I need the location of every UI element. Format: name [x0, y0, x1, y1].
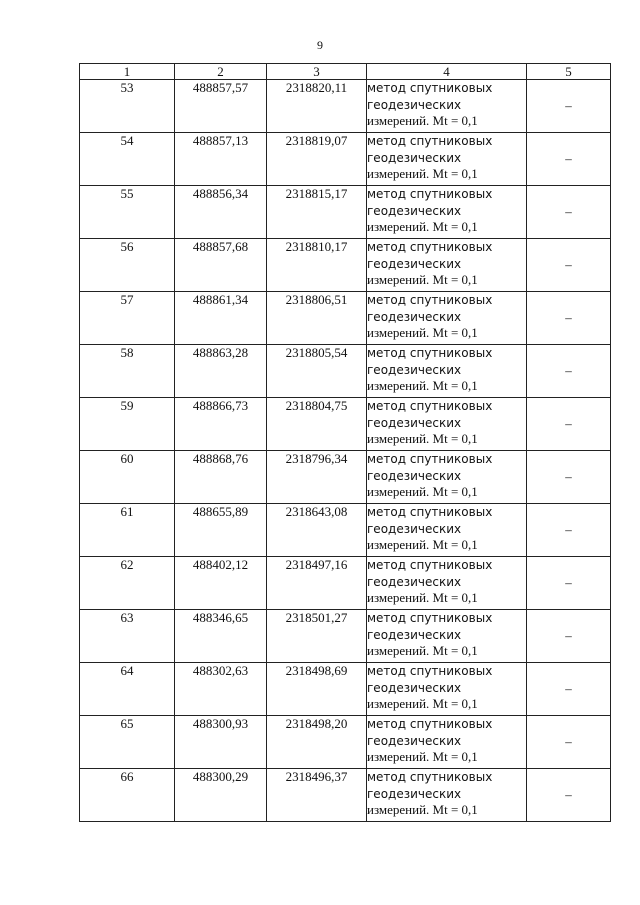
coord-x-text: 488863,28	[192, 345, 249, 360]
coord-x	[175, 292, 267, 345]
table-row	[80, 716, 611, 769]
method-line-1: метод спутниковых	[367, 664, 493, 678]
coord-x	[175, 610, 267, 663]
method-line-2: геодезических	[367, 362, 462, 377]
description-cell	[527, 292, 611, 345]
coord-y	[267, 716, 367, 769]
method-line-2: геодезических	[367, 733, 462, 748]
method-line-1: метод спутниковых	[367, 399, 493, 413]
coord-y-text: 2318804,75	[285, 398, 348, 413]
description-cell	[527, 186, 611, 239]
method-line-1: метод спутниковых	[367, 187, 493, 201]
coord-y	[267, 345, 367, 398]
coord-x	[175, 345, 267, 398]
coord-x-text: 488857,13	[192, 133, 249, 148]
table-body	[80, 80, 611, 822]
method-line-3: измерений. Mt = 0,1	[367, 802, 478, 817]
coord-x-text: 488655,89	[192, 504, 249, 519]
point-number-text: 59	[120, 398, 134, 413]
description-cell	[527, 398, 611, 451]
coord-y	[267, 239, 367, 292]
description-cell	[527, 451, 611, 504]
point-number-text: 61	[120, 504, 134, 519]
table-row	[80, 663, 611, 716]
method-line-3: измерений. Mt = 0,1	[367, 166, 478, 181]
coord-y	[267, 186, 367, 239]
description-cell	[527, 80, 611, 133]
method-description	[367, 398, 527, 451]
method-line-1: метод спутниковых	[367, 81, 493, 95]
coord-y-text: 2318806,51	[285, 292, 348, 307]
coord-y	[267, 769, 367, 822]
method-line-2: геодезических	[367, 521, 462, 536]
coord-x	[175, 239, 267, 292]
point-number	[80, 133, 175, 186]
coord-y	[267, 80, 367, 133]
description-cell	[527, 663, 611, 716]
empty-dash: –	[565, 734, 572, 749]
empty-dash: –	[565, 469, 572, 484]
point-number	[80, 663, 175, 716]
coord-x-text: 488857,57	[192, 80, 249, 95]
point-number-text: 53	[120, 80, 134, 95]
table-header	[80, 64, 611, 80]
header-row	[80, 64, 611, 80]
coord-x	[175, 186, 267, 239]
point-number	[80, 186, 175, 239]
coord-y-text: 2318496,37	[285, 769, 348, 784]
coord-x	[175, 557, 267, 610]
coord-y	[267, 504, 367, 557]
method-line-2: геодезических	[367, 468, 462, 483]
coordinates-table	[79, 63, 611, 822]
page-number: 9	[317, 38, 323, 52]
method-line-3: измерений. Mt = 0,1	[367, 643, 478, 658]
coord-x-text: 488868,76	[192, 451, 249, 466]
table-row	[80, 504, 611, 557]
table-row	[80, 610, 611, 663]
method-line-2: геодезических	[367, 680, 462, 695]
point-number	[80, 80, 175, 133]
method-line-3: измерений. Mt = 0,1	[367, 219, 478, 234]
method-line-3: измерений. Mt = 0,1	[367, 113, 478, 128]
coord-y-text: 2318805,54	[285, 345, 348, 360]
point-number	[80, 504, 175, 557]
method-description	[367, 663, 527, 716]
method-description	[367, 451, 527, 504]
table-row	[80, 398, 611, 451]
coord-x-text: 488402,12	[192, 557, 249, 572]
point-number-text: 65	[120, 716, 134, 731]
description-cell	[527, 133, 611, 186]
coord-x-text: 488300,93	[192, 716, 249, 731]
method-line-3: измерений. Mt = 0,1	[367, 696, 478, 711]
coord-y-text: 2318643,08	[285, 504, 348, 519]
method-line-2: геодезических	[367, 415, 462, 430]
table-row	[80, 451, 611, 504]
point-number-text: 63	[120, 610, 134, 625]
header-col-1: 1	[80, 64, 175, 80]
method-description	[367, 769, 527, 822]
coord-y-text: 2318819,07	[285, 133, 348, 148]
method-description	[367, 133, 527, 186]
table-row	[80, 186, 611, 239]
empty-dash: –	[565, 151, 572, 166]
method-line-3: измерений. Mt = 0,1	[367, 590, 478, 605]
coord-x	[175, 133, 267, 186]
table-row	[80, 133, 611, 186]
method-line-2: геодезических	[367, 97, 462, 112]
header-col-5: 5	[527, 64, 611, 80]
point-number	[80, 769, 175, 822]
coord-y-text: 2318810,17	[285, 239, 348, 254]
point-number-text: 54	[120, 133, 134, 148]
coord-x	[175, 716, 267, 769]
coord-y-text: 2318796,34	[285, 451, 348, 466]
coord-y	[267, 133, 367, 186]
method-description	[367, 80, 527, 133]
method-line-2: геодезических	[367, 309, 462, 324]
header-col-2: 2	[175, 64, 267, 80]
coord-y	[267, 610, 367, 663]
point-number	[80, 239, 175, 292]
empty-dash: –	[565, 416, 572, 431]
coord-y	[267, 398, 367, 451]
empty-dash: –	[565, 522, 572, 537]
description-cell	[527, 610, 611, 663]
method-line-1: метод спутниковых	[367, 558, 493, 572]
coord-x-text: 488861,34	[192, 292, 249, 307]
method-line-2: геодезических	[367, 150, 462, 165]
method-line-3: измерений. Mt = 0,1	[367, 749, 478, 764]
table-row	[80, 769, 611, 822]
empty-dash: –	[565, 787, 572, 802]
empty-dash: –	[565, 575, 572, 590]
method-line-1: метод спутниковых	[367, 770, 493, 784]
method-description	[367, 610, 527, 663]
method-description	[367, 504, 527, 557]
coord-x	[175, 504, 267, 557]
point-number-text: 64	[120, 663, 134, 678]
point-number-text: 55	[120, 186, 134, 201]
method-description	[367, 239, 527, 292]
method-line-2: геодезических	[367, 574, 462, 589]
method-line-3: измерений. Mt = 0,1	[367, 537, 478, 552]
coord-y-text: 2318498,20	[285, 716, 348, 731]
method-line-2: геодезических	[367, 786, 462, 801]
method-line-1: метод спутниковых	[367, 346, 493, 360]
table-row	[80, 292, 611, 345]
coord-x-text: 488346,65	[192, 610, 249, 625]
coord-y-text: 2318497,16	[285, 557, 348, 572]
method-line-2: геодезических	[367, 256, 462, 271]
method-description	[367, 345, 527, 398]
point-number-text: 58	[120, 345, 134, 360]
point-number-text: 62	[120, 557, 134, 572]
coord-y	[267, 663, 367, 716]
coord-x	[175, 451, 267, 504]
point-number-text: 66	[120, 769, 134, 784]
empty-dash: –	[565, 204, 572, 219]
coord-x-text: 488856,34	[192, 186, 249, 201]
method-line-2: геодезических	[367, 203, 462, 218]
method-line-3: измерений. Mt = 0,1	[367, 325, 478, 340]
method-line-3: измерений. Mt = 0,1	[367, 272, 478, 287]
coord-y-text: 2318815,17	[285, 186, 348, 201]
description-cell	[527, 239, 611, 292]
method-line-1: метод спутниковых	[367, 452, 493, 466]
method-description	[367, 186, 527, 239]
point-number-text: 56	[120, 239, 134, 254]
coord-y-text: 2318820,11	[285, 80, 348, 95]
empty-dash: –	[565, 628, 572, 643]
empty-dash: –	[565, 257, 572, 272]
method-line-1: метод спутниковых	[367, 717, 493, 731]
point-number	[80, 451, 175, 504]
point-number	[80, 557, 175, 610]
point-number	[80, 716, 175, 769]
description-cell	[527, 504, 611, 557]
table-row	[80, 557, 611, 610]
table-row	[80, 345, 611, 398]
table-row	[80, 80, 611, 133]
coord-x-text: 488857,68	[192, 239, 249, 254]
method-line-1: метод спутниковых	[367, 611, 493, 625]
coord-x	[175, 663, 267, 716]
method-line-3: измерений. Mt = 0,1	[367, 484, 478, 499]
coord-y	[267, 451, 367, 504]
description-cell	[527, 769, 611, 822]
header-col-3: 3	[267, 64, 367, 80]
point-number-text: 60	[120, 451, 134, 466]
header-col-4: 4	[367, 64, 527, 80]
method-line-1: метод спутниковых	[367, 240, 493, 254]
description-cell	[527, 557, 611, 610]
coord-x	[175, 80, 267, 133]
coord-y-text: 2318498,69	[285, 663, 348, 678]
empty-dash: –	[565, 681, 572, 696]
point-number	[80, 610, 175, 663]
method-line-2: геодезических	[367, 627, 462, 642]
method-line-1: метод спутниковых	[367, 293, 493, 307]
table-row	[80, 239, 611, 292]
description-cell	[527, 716, 611, 769]
coord-x-text: 488866,73	[192, 398, 249, 413]
empty-dash: –	[565, 310, 572, 325]
description-cell	[527, 345, 611, 398]
point-number	[80, 345, 175, 398]
point-number	[80, 398, 175, 451]
method-description	[367, 292, 527, 345]
coord-y	[267, 292, 367, 345]
empty-dash: –	[565, 98, 572, 113]
empty-dash: –	[565, 363, 572, 378]
coord-x	[175, 769, 267, 822]
method-description	[367, 716, 527, 769]
point-number-text: 57	[120, 292, 134, 307]
coord-x	[175, 398, 267, 451]
coord-x-text: 488302,63	[192, 663, 249, 678]
method-line-1: метод спутниковых	[367, 134, 493, 148]
method-line-3: измерений. Mt = 0,1	[367, 431, 478, 446]
point-number	[80, 292, 175, 345]
coord-y	[267, 557, 367, 610]
coord-x-text: 488300,29	[192, 769, 249, 784]
method-line-1: метод спутниковых	[367, 505, 493, 519]
coord-y-text: 2318501,27	[285, 610, 348, 625]
method-line-3: измерений. Mt = 0,1	[367, 378, 478, 393]
method-description	[367, 557, 527, 610]
